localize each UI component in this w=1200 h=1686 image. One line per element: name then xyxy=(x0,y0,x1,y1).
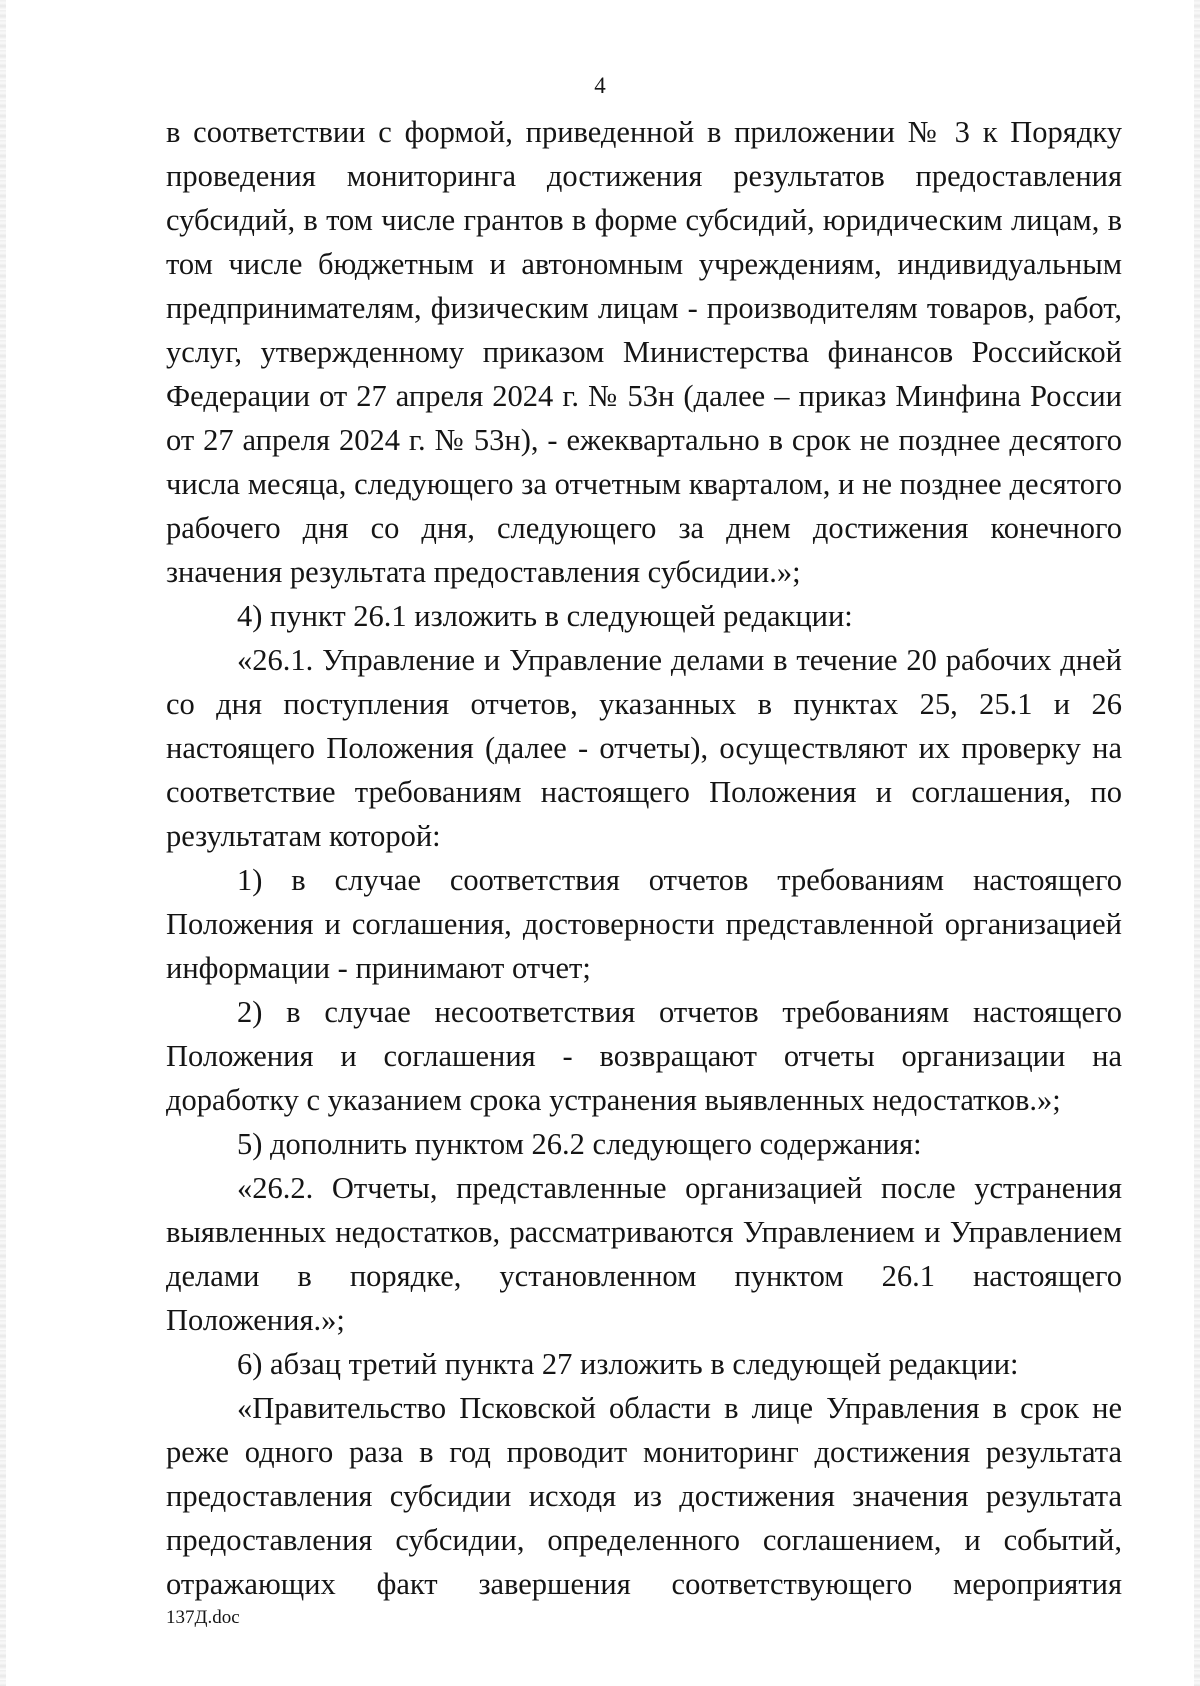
paragraph-subitem-2: 2) в случае несоответствия отчетов требованиям настоящего Положения и соглашения - возвращают отчеты организации на доработку с указанием срока устранения выявленных недостатков.»; xyxy=(166,995,1122,1117)
paragraph-clause-26-2: «26.2. Отчеты, представленные организацией после устранения выявленных недостатков, рассматриваются Управлением и Управлением делами в порядке, установленном пунктом 26.1 настоящего Положения.»; xyxy=(166,1171,1122,1337)
page-number: 4 xyxy=(594,73,606,98)
paragraph-continuation: в соответствии с формой, приведенной в приложении № 3 к Порядку проведения мониторинга достижения результатов предоставления субсидий, в том числе грантов в форме субсидий, юридическим лицам, в том числе бюджетным и автономным учреждениям, индивидуальным предпринимателям, физическим лицам - производителям товаров, работ, услуг, утвержденному приказом Министерства финансов Российской Федерации от 27 апреля 2024 г. № 53н (далее – приказ Минфина России от 27 апреля 2024 г. № 53н), - ежеквартально в срок не позднее десятого числа месяца, следующего за отчетным кварталом, и не позднее десятого рабочего дня со дня, следующего за днем достижения конечного значения результата предоставления субсидии.»; xyxy=(166,115,1122,589)
paragraph-clause-26-1: «26.1. Управление и Управление делами в течение 20 рабочих дней со дня поступления отчетов, указанных в пунктах 25, 25.1 и 26 настоящего Положения (далее - отчеты), осуществляют их проверку на соответствие требованиям настоящего Положения и соглашения, по результатам которой: xyxy=(166,643,1122,853)
scan-edge-right xyxy=(1194,0,1200,1686)
paragraph-item-4: 4) пункт 26.1 изложить в следующей редакции: xyxy=(237,599,853,633)
paragraph-clause-27: «Правительство Псковской области в лице Управления в срок не реже одного раза в год проводит мониторинг достижения результата предоставления субсидии исходя из достижения значения результата предоставления субсидии, определенного соглашением, и событий, отражающих факт завершения соответствующего мероприятия xyxy=(166,1391,1122,1601)
scan-edge-left xyxy=(0,0,6,1686)
paragraph-item-5: 5) дополнить пунктом 26.2 следующего содержания: xyxy=(237,1127,922,1161)
paragraph-subitem-1: 1) в случае соответствия отчетов требованиям настоящего Положения и соглашения, достоверности представленной организацией информации - принимают отчет; xyxy=(166,863,1122,985)
footer-filename: 137Д.doc xyxy=(166,1607,240,1628)
document-body xyxy=(166,110,1122,1606)
paragraph-item-6: 6) абзац третий пункта 27 изложить в следующей редакции: xyxy=(237,1347,1019,1381)
